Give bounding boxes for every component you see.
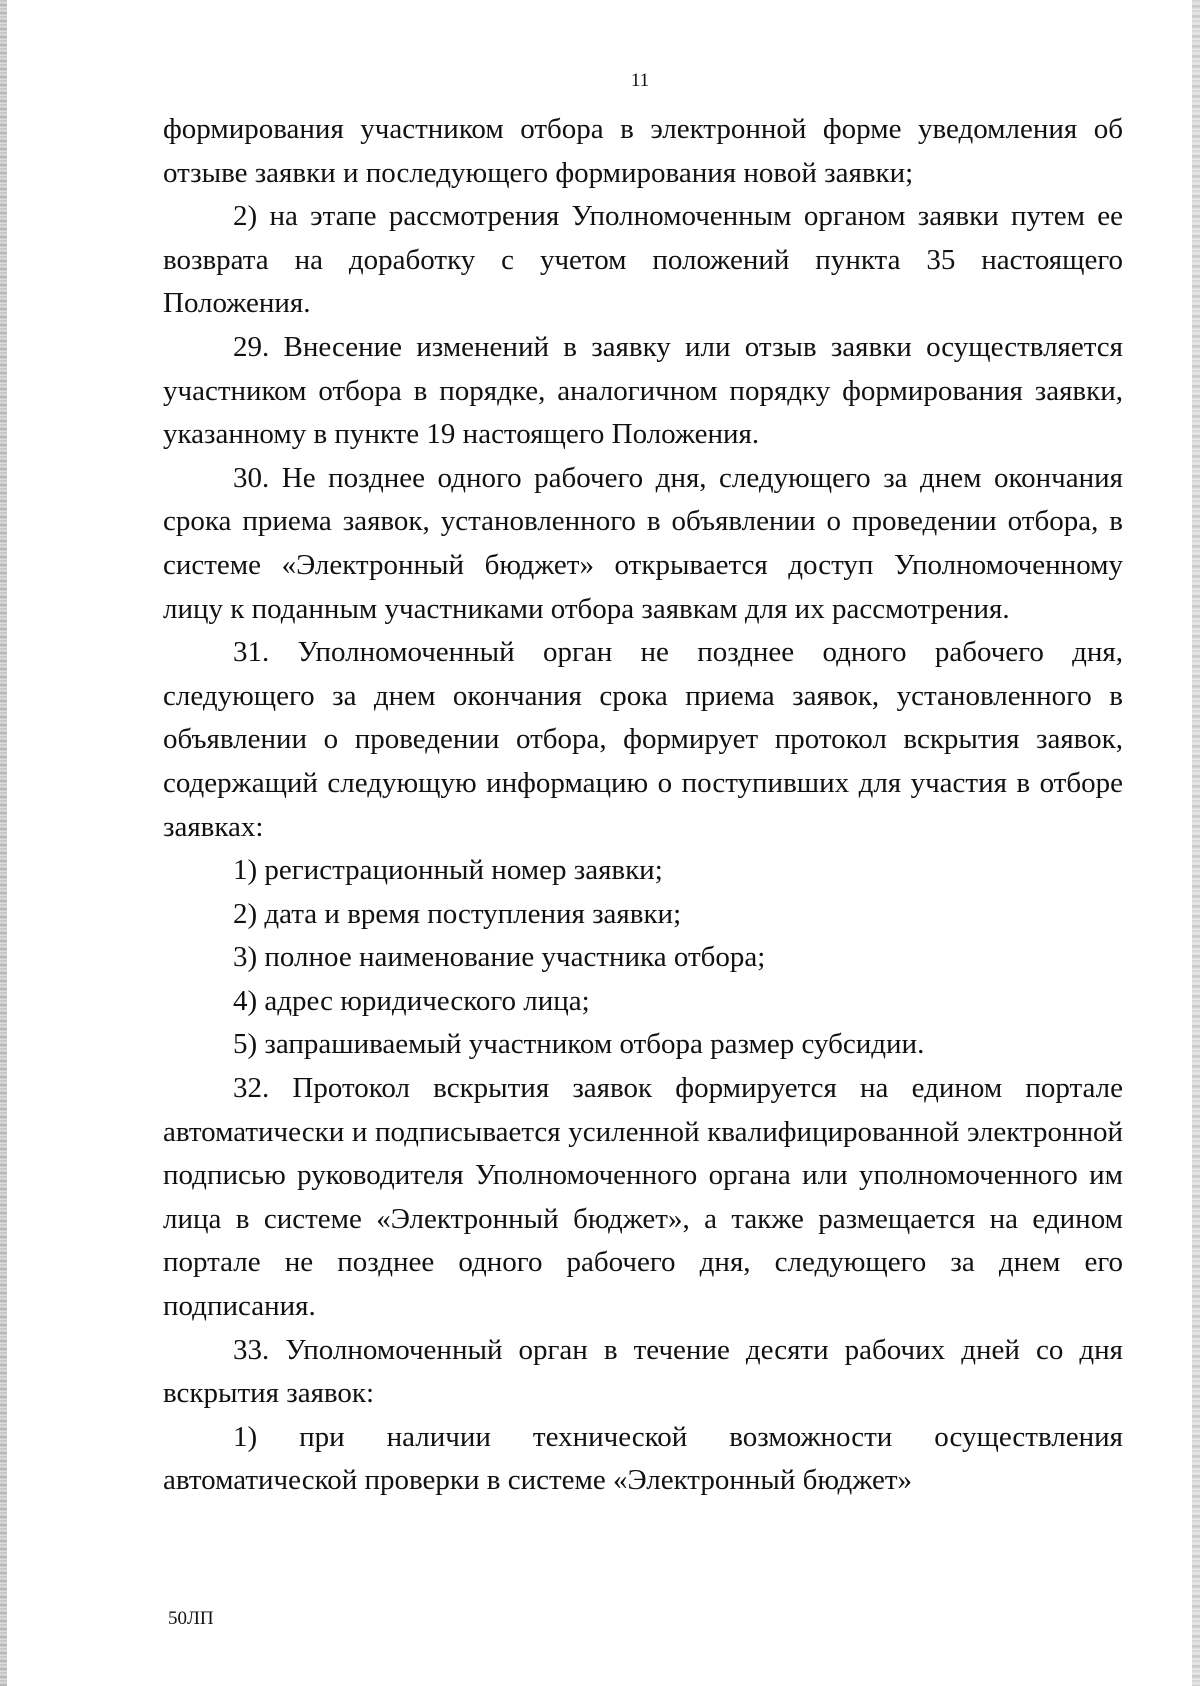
- footer-code: 50ЛП: [168, 1608, 214, 1629]
- paragraph-32: 32. Протокол вскрытия заявок формируется на едином портале автоматически и подписывается усиленной квалифицированной электронной подписью руководителя Уполномоченного органа или уполномоченного им лица в системе «Электронный бюджет», а также размещается на едином портале не позднее одного рабочего дня, следующего за днем его подписания.: [163, 1072, 1123, 1323]
- page-number: 11: [630, 70, 650, 91]
- document-body: [163, 108, 1123, 1503]
- list-item-4: 4) адрес юридического лица;: [233, 984, 590, 1017]
- paragraph-item-2: 2) на этапе рассмотрения Уполномоченным органом заявки путем ее возврата на доработку с учетом положений пункта 35 настоящего Положения.: [163, 200, 1123, 320]
- list-item-1: 1) регистрационный номер заявки;: [233, 854, 663, 887]
- paragraph-33-item-1: 1) при наличии технической возможности осуществления автоматической проверки в системе «Электронный бюджет»: [163, 1420, 1123, 1497]
- paragraph-33: 33. Уполномоченный орган в течение десяти рабочих дней со дня вскрытия заявок:: [163, 1333, 1123, 1410]
- paragraph-31: 31. Уполномоченный орган не позднее одного рабочего дня, следующего за днем окончания срока приема заявок, установленного в объявлении о проведении отбора, формирует протокол вскрытия заявок, содержащий следующую информацию о поступивших для участия в отборе заявках:: [163, 636, 1123, 843]
- paragraph-continuation: формирования участником отбора в электронной форме уведомления об отзыве заявки и последующего формирования новой заявки;: [163, 113, 1123, 189]
- list-item-5: 5) запрашиваемый участником отбора размер субсидии.: [233, 1028, 925, 1061]
- scan-edge-right: [1192, 0, 1200, 1686]
- paragraph-29: 29. Внесение изменений в заявку или отзыв заявки осуществляется участником отбора в порядке, аналогичном порядку формирования заявки, указанному в пункте 19 настоящего Положения.: [163, 330, 1123, 451]
- paragraph-30: 30. Не позднее одного рабочего дня, следующего за днем окончания срока приема заявок, установленного в объявлении о проведении отбора, в системе «Электронный бюджет» открывается доступ Уполномоченному лицу к поданным участниками отбора заявкам для их рассмотрения.: [163, 461, 1123, 625]
- list-item-3: 3) полное наименование участника отбора;: [233, 941, 766, 974]
- scan-edge-left: [0, 0, 7, 1686]
- list-item-2: 2) дата и время поступления заявки;: [233, 897, 682, 930]
